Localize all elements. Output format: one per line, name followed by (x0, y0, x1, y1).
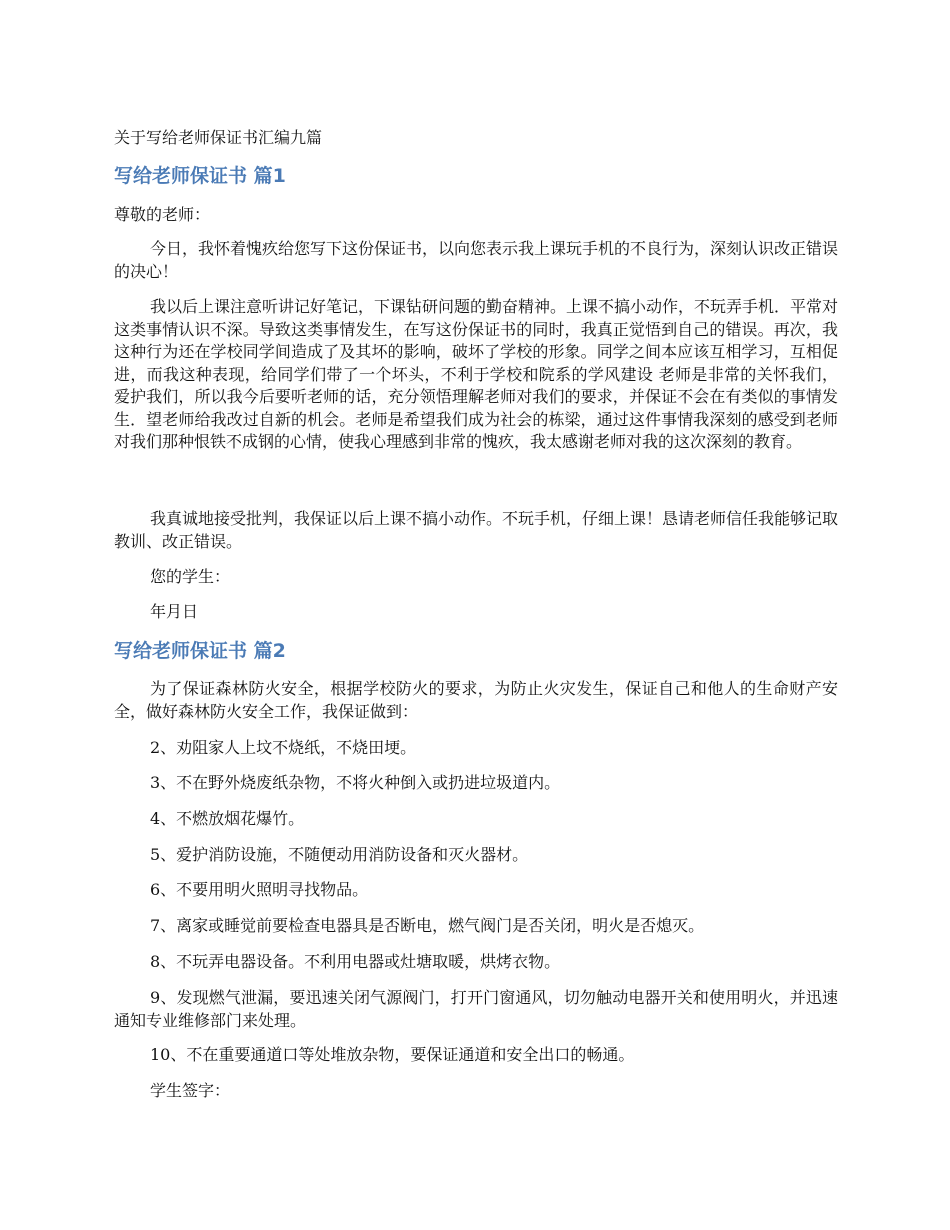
section-1-paragraph-2: 我以后上课注意听讲记好笔记，下课钻研问题的勤奋精神。上课不搞小动作，不玩弄手机．平常对这类事情认识不深。导致这类事情发生，在写这份保证书的同时，我真正觉悟到自己的错误。再次，我这种行为还在学校同学间造成了及其坏的影响，破坏了学校的形象。同学之间本应该互相学习，互相促进，而我这种表现，给同学们带了一个坏头，不利于学校和院系的学风建设 老师是非常的关怀我们，爱护我们，所以我今后要听老师的话，充分领悟理解老师对我们的要求，并保证不会在有类似的事情发生．望老师给我改过自新的机会。老师是希望我们成为社会的栋梁，通过这件事情我深刻的感受到老师对我们那种恨铁不成钢的心情，使我心理感到非常的愧疚，我太感谢老师对我的这次深刻的教育。 (114, 297, 839, 451)
section-2-heading: 写给老师保证书 篇2 (114, 640, 286, 662)
section-2-item: 2、劝阻家人上坟不烧纸，不烧田埂。 (150, 738, 417, 757)
section-2-item: 7、离家或睡觉前要检查电器具是否断电，燃气阀门是否关闭，明火是否熄灭。 (150, 916, 705, 935)
section-2-item: 6、不要用明火照明寻找物品。 (150, 880, 369, 899)
section-2-signature: 学生签字： (150, 1081, 231, 1100)
document-title: 关于写给老师保证书汇编九篇 (114, 128, 323, 147)
section-1-closing: 您的学生： (150, 567, 231, 586)
section-1-date: 年月日 (150, 602, 199, 621)
section-1-salutation: 尊敬的老师： (114, 205, 211, 224)
section-1-paragraph-3: 我真诚地接受批判，我保证以后上课不搞小动作。不玩手机，仔细上课！恳请老师信任我能够记取教训、改正错误。 (114, 509, 839, 551)
section-2-item: 8、不玩弄电器设备。不利用电器或灶塘取暖，烘烤衣物。 (150, 952, 561, 971)
section-1-heading: 写给老师保证书 篇1 (114, 165, 286, 187)
section-2-item: 3、不在野外烧废纸杂物，不将火种倒入或扔进垃圾道内。 (150, 773, 561, 792)
section-1-paragraph-1: 今日，我怀着愧疚给您写下这份保证书，以向您表示我上课玩手机的不良行为，深刻认识改正错误的决心！ (114, 239, 839, 281)
section-2-item: 10、不在重要通道口等处堆放杂物，要保证通道和安全出口的畅通。 (150, 1045, 635, 1064)
section-2-item: 4、不燃放烟花爆竹。 (150, 809, 305, 828)
section-2-item-9: 9、发现燃气泄漏，要迅速关闭气源阀门，打开门窗通风，切勿触动电器开关和使用明火，并迅速通知专业维修部门来处理。 (114, 988, 838, 1030)
section-2-item: 5、爱护消防设施，不随便动用消防设备和灭火器材。 (150, 845, 529, 864)
section-2-intro: 为了保证森林防火安全，根据学校防火的要求，为防止火灾发生，保证自己和他人的生命财产安全，做好森林防火安全工作，我保证做到： (114, 679, 838, 721)
